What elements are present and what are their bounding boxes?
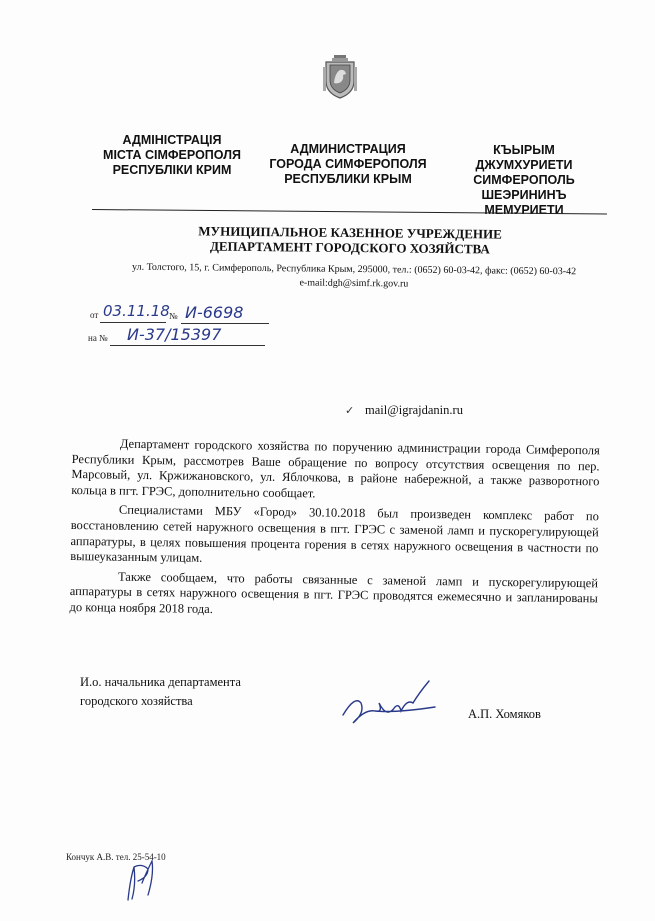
handwritten-initials: [118, 855, 163, 905]
ref-number-label: №: [169, 311, 178, 321]
body-paragraph-3: Также сообщаем, что работы связанные с заменой ламп и пускорегулирующей аппаратуры в сетях наружного освещения в пгт. ГРЭС проводятся ежемесячно и запланированы до конца ноября 2018 года.: [69, 569, 599, 616]
ref-to-number: И-37/15397: [127, 325, 222, 344]
header-admin-crimean-tatar: КЪЫРЫМ ДЖУМХУРИЕТИ СИМФЕРОПОЛЬ ШЕЭРИНИНЪ МЕМУРИЕТИ: [473, 143, 575, 217]
ref-to-line: [110, 345, 265, 346]
crimea-coat-of-arms-icon: [323, 55, 357, 99]
contact-info: Кончук А.В. тел. 25-54-10: [66, 852, 166, 862]
check-mark-icon: ✓: [345, 405, 355, 417]
letter-body: [69, 436, 600, 627]
handwritten-signature: [335, 673, 445, 733]
ref-date: 03.11.18: [103, 302, 170, 320]
ref-date-line: [100, 322, 166, 323]
ref-number: И-6698: [185, 303, 244, 322]
recipient-email: mail@igrajdanin.ru: [365, 403, 463, 417]
ref-number-line: [181, 323, 269, 324]
signer-title: И.о. начальника департамента городского хозяйства: [80, 675, 241, 708]
body-paragraph-1: Департамент городского хозяйства по поручению администрации города Симферополя Республики Крым, рассмотрев Ваше обращение по вопросу отсутствия освещения по пер. Марсовый, ул. Кржижановского, ул. Яблочкова, в районе набережной, а также разворотного кольца в пгт. ГРЭС, дополнительно сообщает.: [71, 436, 600, 501]
header-admin-ukrainian: АДМІНІСТРАЦІЯ МІСТА СІМФЕРОПОЛЯ РЕСПУБЛІКИ КРИМ: [103, 133, 241, 177]
signer-name: А.П. Хомяков: [468, 707, 541, 721]
body-paragraph-2: Специалистами МБУ «Город» 30.10.2018 был произведен комплекс работ по восстановлению сетей наружного освещения в пгт. ГРЭС с заменой ламп и пускорегулирующей аппаратуры, в целях повышения процента горения в сетях наружного освещения в частности по вышеуказанным улицам.: [70, 503, 600, 565]
ref-from-label: от: [90, 310, 99, 320]
ref-to-label: на №: [88, 333, 108, 343]
header-admin-russian: АДМИНИСТРАЦИЯ ГОРОДА СИМФЕРОПОЛЯ РЕСПУБЛИКИ КРЫМ: [269, 142, 427, 186]
department-name: МУНИЦИПАЛЬНОЕ КАЗЕННОЕ УЧРЕЖДЕНИЕ ДЕПАРТАМЕНТ ГОРОДСКОГО ХОЗЯЙСТВА: [198, 223, 502, 257]
department-address: ул. Толстого, 15, г. Симферополь, Республика Крым, 295000, тел.: (0652) 60-03-42, факс: (0652) 60-03-42 e-mail:dgh@simf.rk.gov.ru: [131, 261, 577, 290]
